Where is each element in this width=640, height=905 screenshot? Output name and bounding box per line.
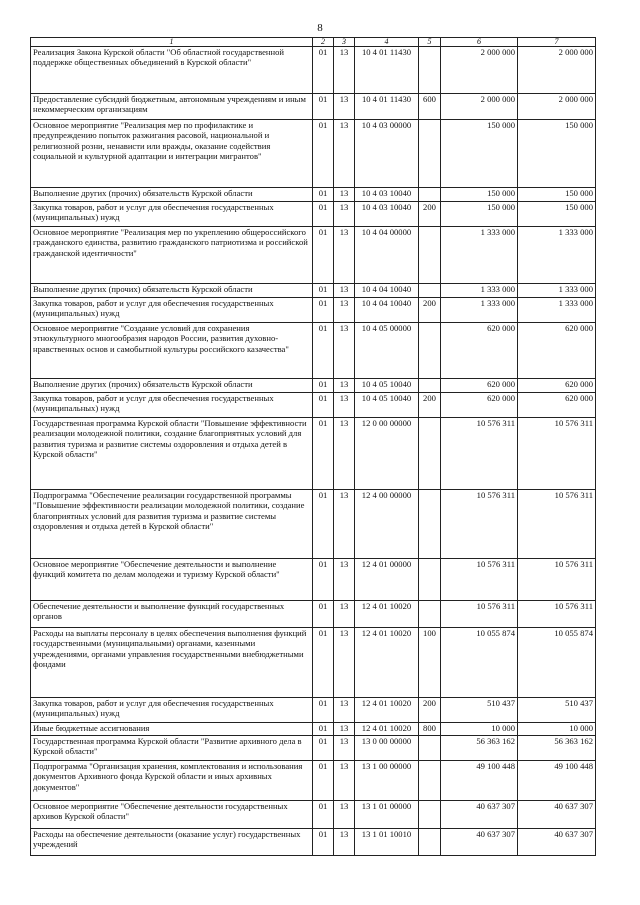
row-subsection-cell: 13 (334, 202, 355, 227)
row-code-cell: 12 4 01 00000 (355, 559, 419, 601)
row-value1-cell: 620 000 (441, 393, 518, 418)
row-value2-cell: 1 333 000 (518, 284, 596, 298)
row-section-cell: 01 (313, 801, 334, 829)
row-type-cell (419, 761, 441, 801)
row-code-cell: 13 1 01 00000 (355, 801, 419, 829)
table-row (31, 490, 596, 559)
row-type-cell: 800 (419, 723, 441, 736)
row-value1-cell: 10 576 311 (441, 559, 518, 601)
row-value1-cell: 10 576 311 (441, 490, 518, 559)
row-subsection-cell: 13 (334, 829, 355, 856)
table-row (31, 393, 596, 418)
row-code-cell: 10 4 03 10040 (355, 188, 419, 202)
table-row (31, 601, 596, 628)
row-value1-cell: 10 576 311 (441, 601, 518, 628)
row-value2-cell: 510 437 (518, 698, 596, 723)
row-type-cell (419, 284, 441, 298)
row-name-cell: Реализация Закона Курской области "Об областной государственной поддержке общественных объединений в Курской области" (31, 47, 313, 94)
row-subsection-cell: 13 (334, 736, 355, 761)
row-subsection-cell: 13 (334, 188, 355, 202)
row-name-cell: Выполнение других (прочих) обязательств Курской области (31, 188, 313, 202)
row-type-cell: 600 (419, 94, 441, 120)
row-subsection-cell: 13 (334, 120, 355, 188)
row-code-cell: 12 4 00 00000 (355, 490, 419, 559)
row-name-cell: Закупка товаров, работ и услуг для обеспечения государственных (муниципальных) нужд (31, 298, 313, 323)
row-type-cell (419, 490, 441, 559)
table-row (31, 418, 596, 490)
row-value2-cell: 1 333 000 (518, 227, 596, 284)
row-name-cell: Государственная программа Курской области "Повышение эффективности реализации молодежной политики, создание благоприятных условий для развития туризма и развитие системы оздоровления и отдыха детей в Курской области" (31, 418, 313, 490)
row-name-cell: Закупка товаров, работ и услуг для обеспечения государственных (муниципальных) нужд (31, 698, 313, 723)
row-code-cell: 13 1 00 00000 (355, 761, 419, 801)
row-section-cell: 01 (313, 559, 334, 601)
budget-table (30, 37, 596, 856)
row-value1-cell: 56 363 162 (441, 736, 518, 761)
row-code-cell: 10 4 05 10040 (355, 393, 419, 418)
row-value1-cell: 40 637 307 (441, 801, 518, 829)
table-row (31, 227, 596, 284)
row-value2-cell: 620 000 (518, 323, 596, 379)
row-type-cell: 200 (419, 698, 441, 723)
row-type-cell (419, 188, 441, 202)
row-type-cell (419, 418, 441, 490)
row-value2-cell: 49 100 448 (518, 761, 596, 801)
header-col-5: 5 (419, 38, 441, 47)
row-code-cell: 10 4 05 10040 (355, 379, 419, 393)
row-name-cell: Основное мероприятие "Обеспечение деятельности и выполнение функций комитета по делам молодежи и туризму Курской области" (31, 559, 313, 601)
row-subsection-cell: 13 (334, 227, 355, 284)
row-subsection-cell: 13 (334, 47, 355, 94)
row-type-cell (419, 736, 441, 761)
row-value2-cell: 40 637 307 (518, 801, 596, 829)
row-section-cell: 01 (313, 284, 334, 298)
row-value1-cell: 510 437 (441, 698, 518, 723)
table-row (31, 761, 596, 801)
row-name-cell: Основное мероприятие "Создание условий для сохранения этнокультурного многообразия народов России, развития духовно-нравственных основ и самобытной культуры российского казачества" (31, 323, 313, 379)
row-section-cell: 01 (313, 761, 334, 801)
row-name-cell: Подпрограмма "Организация хранения, комплектования и использования документов Архивного фонда Курской области и иных архивных документов" (31, 761, 313, 801)
row-value2-cell: 150 000 (518, 202, 596, 227)
row-value2-cell: 56 363 162 (518, 736, 596, 761)
row-value2-cell: 2 000 000 (518, 47, 596, 94)
table-row (31, 628, 596, 698)
row-type-cell: 100 (419, 628, 441, 698)
table-body (31, 47, 596, 856)
row-code-cell: 12 4 01 10020 (355, 723, 419, 736)
row-value1-cell: 620 000 (441, 379, 518, 393)
row-name-cell: Иные бюджетные ассигнования (31, 723, 313, 736)
row-value2-cell: 10 000 (518, 723, 596, 736)
row-value2-cell: 620 000 (518, 379, 596, 393)
row-value2-cell: 2 000 000 (518, 94, 596, 120)
row-value2-cell: 10 576 311 (518, 601, 596, 628)
row-section-cell: 01 (313, 94, 334, 120)
row-value2-cell: 10 055 874 (518, 628, 596, 698)
row-section-cell: 01 (313, 202, 334, 227)
row-type-cell (419, 601, 441, 628)
table-row (31, 298, 596, 323)
row-value2-cell: 40 637 307 (518, 829, 596, 856)
row-subsection-cell: 13 (334, 323, 355, 379)
table-row (31, 323, 596, 379)
row-value1-cell: 150 000 (441, 188, 518, 202)
table-row (31, 801, 596, 829)
row-type-cell (419, 120, 441, 188)
row-subsection-cell: 13 (334, 761, 355, 801)
row-name-cell: Основное мероприятие "Реализация мер по профилактике и предупреждению попыток разжигания расовой, национальной и религиозной розни, ненависти или вражды, оказание содействия социальной и культурной адаптации и интеграции мигрантов" (31, 120, 313, 188)
table-row (31, 379, 596, 393)
row-value1-cell: 1 333 000 (441, 284, 518, 298)
row-value1-cell: 2 000 000 (441, 47, 518, 94)
row-code-cell: 12 0 00 00000 (355, 418, 419, 490)
row-subsection-cell: 13 (334, 698, 355, 723)
row-subsection-cell: 13 (334, 94, 355, 120)
row-value2-cell: 10 576 311 (518, 490, 596, 559)
row-code-cell: 10 4 05 00000 (355, 323, 419, 379)
page-number: 8 (317, 22, 323, 34)
row-section-cell: 01 (313, 736, 334, 761)
header-col-4: 4 (355, 38, 419, 47)
row-code-cell: 13 1 01 10010 (355, 829, 419, 856)
table-row (31, 698, 596, 723)
row-section-cell: 01 (313, 723, 334, 736)
table-row (31, 559, 596, 601)
row-code-cell: 10 4 04 10040 (355, 284, 419, 298)
row-subsection-cell: 13 (334, 379, 355, 393)
row-section-cell: 01 (313, 490, 334, 559)
table-row (31, 723, 596, 736)
row-subsection-cell: 13 (334, 723, 355, 736)
row-subsection-cell: 13 (334, 393, 355, 418)
row-value2-cell: 10 576 311 (518, 418, 596, 490)
row-type-cell (419, 829, 441, 856)
header-col-7: 7 (518, 38, 596, 47)
row-section-cell: 01 (313, 188, 334, 202)
table-header-row (31, 38, 596, 47)
row-value1-cell: 49 100 448 (441, 761, 518, 801)
row-value2-cell: 620 000 (518, 393, 596, 418)
row-value1-cell: 10 576 311 (441, 418, 518, 490)
header-col-3: 3 (334, 38, 355, 47)
row-value1-cell: 1 333 000 (441, 227, 518, 284)
row-subsection-cell: 13 (334, 628, 355, 698)
row-type-cell (419, 47, 441, 94)
row-section-cell: 01 (313, 120, 334, 188)
table-row (31, 94, 596, 120)
row-subsection-cell: 13 (334, 559, 355, 601)
row-section-cell: 01 (313, 418, 334, 490)
row-code-cell: 10 4 01 11430 (355, 47, 419, 94)
row-value1-cell: 10 000 (441, 723, 518, 736)
row-code-cell: 12 4 01 10020 (355, 601, 419, 628)
row-code-cell: 10 4 04 00000 (355, 227, 419, 284)
row-type-cell (419, 801, 441, 829)
row-type-cell: 200 (419, 298, 441, 323)
row-name-cell: Расходы на обеспечение деятельности (оказание услуг) государственных учреждений (31, 829, 313, 856)
row-value1-cell: 1 333 000 (441, 298, 518, 323)
row-subsection-cell: 13 (334, 601, 355, 628)
row-type-cell: 200 (419, 393, 441, 418)
row-section-cell: 01 (313, 323, 334, 379)
row-name-cell: Закупка товаров, работ и услуг для обеспечения государственных (муниципальных) нужд (31, 202, 313, 227)
row-name-cell: Подпрограмма "Обеспечение реализации государственной программы "Повышение эффективности реализации молодежной политики, создание благоприятных условий для развития туризма и развитие системы оздоровления и отдыха детей в Курской области" (31, 490, 313, 559)
row-type-cell (419, 379, 441, 393)
row-value2-cell: 1 333 000 (518, 298, 596, 323)
row-code-cell: 10 4 01 11430 (355, 94, 419, 120)
row-section-cell: 01 (313, 829, 334, 856)
row-value2-cell: 150 000 (518, 120, 596, 188)
row-value2-cell: 150 000 (518, 188, 596, 202)
table-row (31, 188, 596, 202)
row-value1-cell: 10 055 874 (441, 628, 518, 698)
row-name-cell: Обеспечение деятельности и выполнение функций государственных органов (31, 601, 313, 628)
row-code-cell: 13 0 00 00000 (355, 736, 419, 761)
row-code-cell: 12 4 01 10020 (355, 698, 419, 723)
table-row (31, 202, 596, 227)
row-type-cell (419, 323, 441, 379)
row-name-cell: Закупка товаров, работ и услуг для обеспечения государственных (муниципальных) нужд (31, 393, 313, 418)
row-name-cell: Выполнение других (прочих) обязательств Курской области (31, 284, 313, 298)
row-section-cell: 01 (313, 47, 334, 94)
row-name-cell: Государственная программа Курской области "Развитие архивного дела в Курской области" (31, 736, 313, 761)
header-col-1: 1 (31, 38, 313, 47)
row-value1-cell: 150 000 (441, 120, 518, 188)
row-code-cell: 10 4 03 00000 (355, 120, 419, 188)
row-type-cell (419, 559, 441, 601)
row-section-cell: 01 (313, 298, 334, 323)
row-value1-cell: 150 000 (441, 202, 518, 227)
row-code-cell: 12 4 01 10020 (355, 628, 419, 698)
row-value1-cell: 2 000 000 (441, 94, 518, 120)
row-section-cell: 01 (313, 393, 334, 418)
row-section-cell: 01 (313, 227, 334, 284)
row-value1-cell: 40 637 307 (441, 829, 518, 856)
row-type-cell: 200 (419, 202, 441, 227)
row-subsection-cell: 13 (334, 801, 355, 829)
row-section-cell: 01 (313, 601, 334, 628)
row-subsection-cell: 13 (334, 298, 355, 323)
row-name-cell: Предоставление субсидий бюджетным, автономным учреждениям и иным некоммерческим организациям (31, 94, 313, 120)
row-name-cell: Основное мероприятие "Обеспечение деятельности государственных архивов Курской области" (31, 801, 313, 829)
row-section-cell: 01 (313, 379, 334, 393)
table-row (31, 829, 596, 856)
row-section-cell: 01 (313, 698, 334, 723)
row-type-cell (419, 227, 441, 284)
table-row (31, 47, 596, 94)
row-value1-cell: 620 000 (441, 323, 518, 379)
header-col-2: 2 (313, 38, 334, 47)
row-name-cell: Основное мероприятие "Реализация мер по укреплению общероссийского гражданского единства, развитию гражданского патриотизма и российской гражданской идентичности" (31, 227, 313, 284)
row-subsection-cell: 13 (334, 490, 355, 559)
row-code-cell: 10 4 04 10040 (355, 298, 419, 323)
header-col-6: 6 (441, 38, 518, 47)
row-name-cell: Расходы на выплаты персоналу в целях обеспечения выполнения функций государственными (муниципальными) органами, казенными учреждениями, органами управления государственными внебюджетными фондами (31, 628, 313, 698)
table-row (31, 736, 596, 761)
table-row (31, 120, 596, 188)
row-value2-cell: 10 576 311 (518, 559, 596, 601)
row-subsection-cell: 13 (334, 418, 355, 490)
row-name-cell: Выполнение других (прочих) обязательств Курской области (31, 379, 313, 393)
row-code-cell: 10 4 03 10040 (355, 202, 419, 227)
table-row (31, 284, 596, 298)
row-subsection-cell: 13 (334, 284, 355, 298)
row-section-cell: 01 (313, 628, 334, 698)
